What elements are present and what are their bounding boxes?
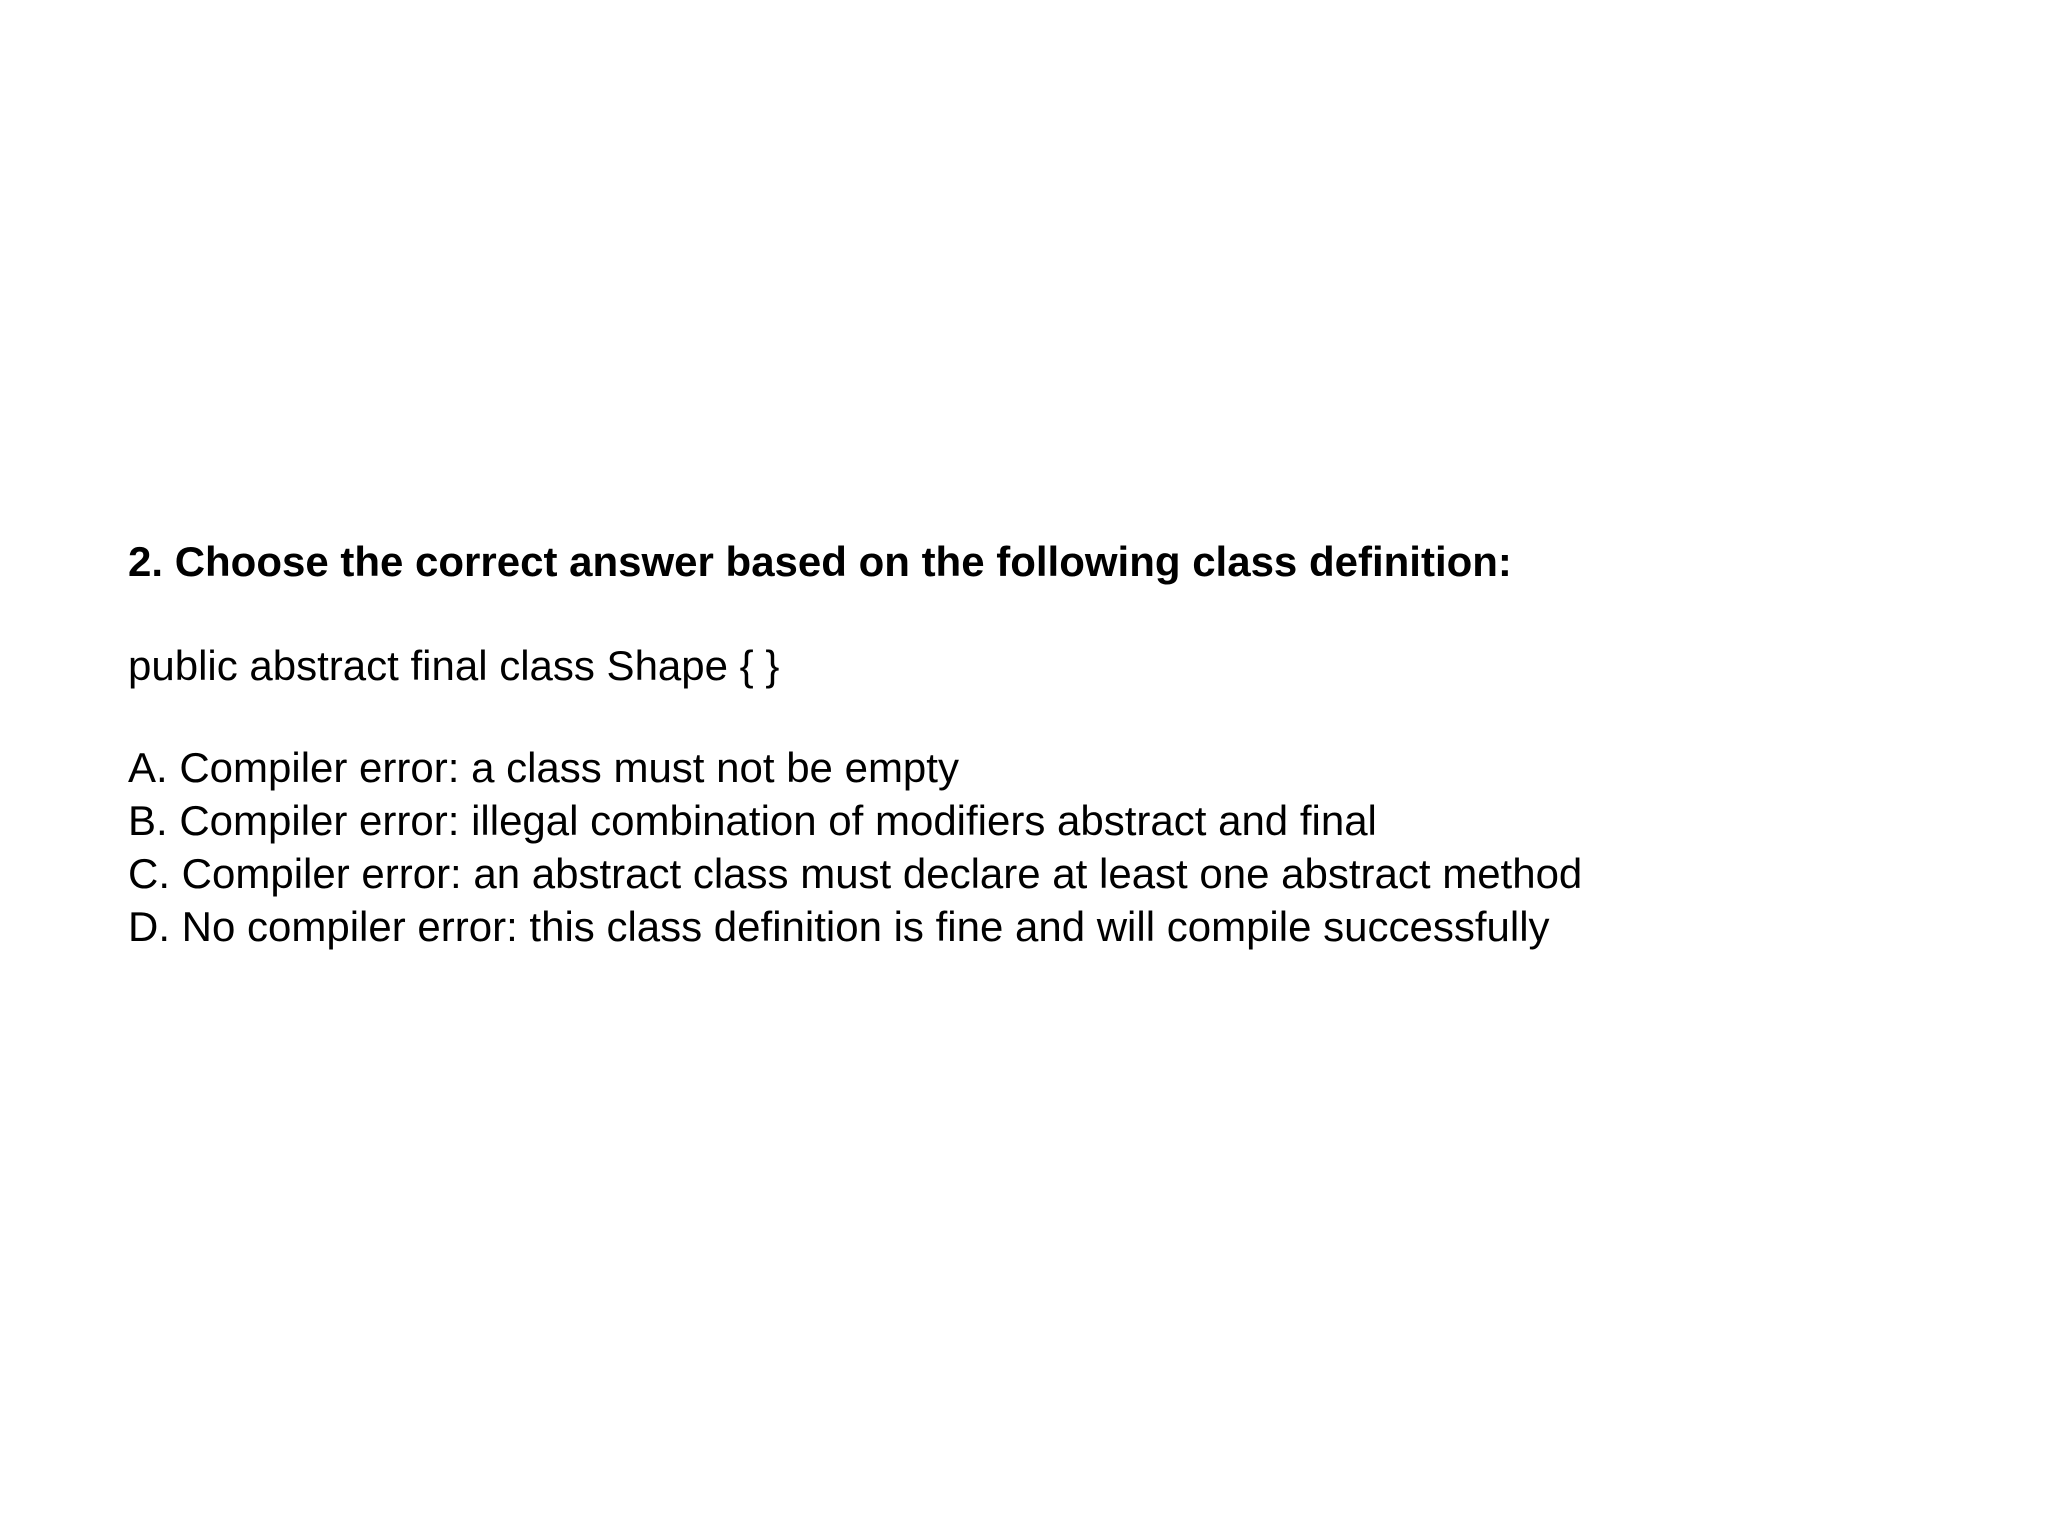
class-definition-code: public abstract final class Shape { } — [128, 642, 780, 689]
answer-option-d: D. No compiler error: this class definition is fine and will compile successfully — [128, 903, 1550, 950]
question-title: 2. Choose the correct answer based on the following class definition: — [128, 538, 1512, 585]
answer-option-b: B. Compiler error: illegal combination of modifiers abstract and final — [128, 797, 1377, 844]
answer-options — [128, 741, 2008, 953]
answer-option-c: C. Compiler error: an abstract class must declare at least one abstract method — [128, 850, 1583, 897]
answer-option-a: A. Compiler error: a class must not be empty — [128, 744, 959, 791]
